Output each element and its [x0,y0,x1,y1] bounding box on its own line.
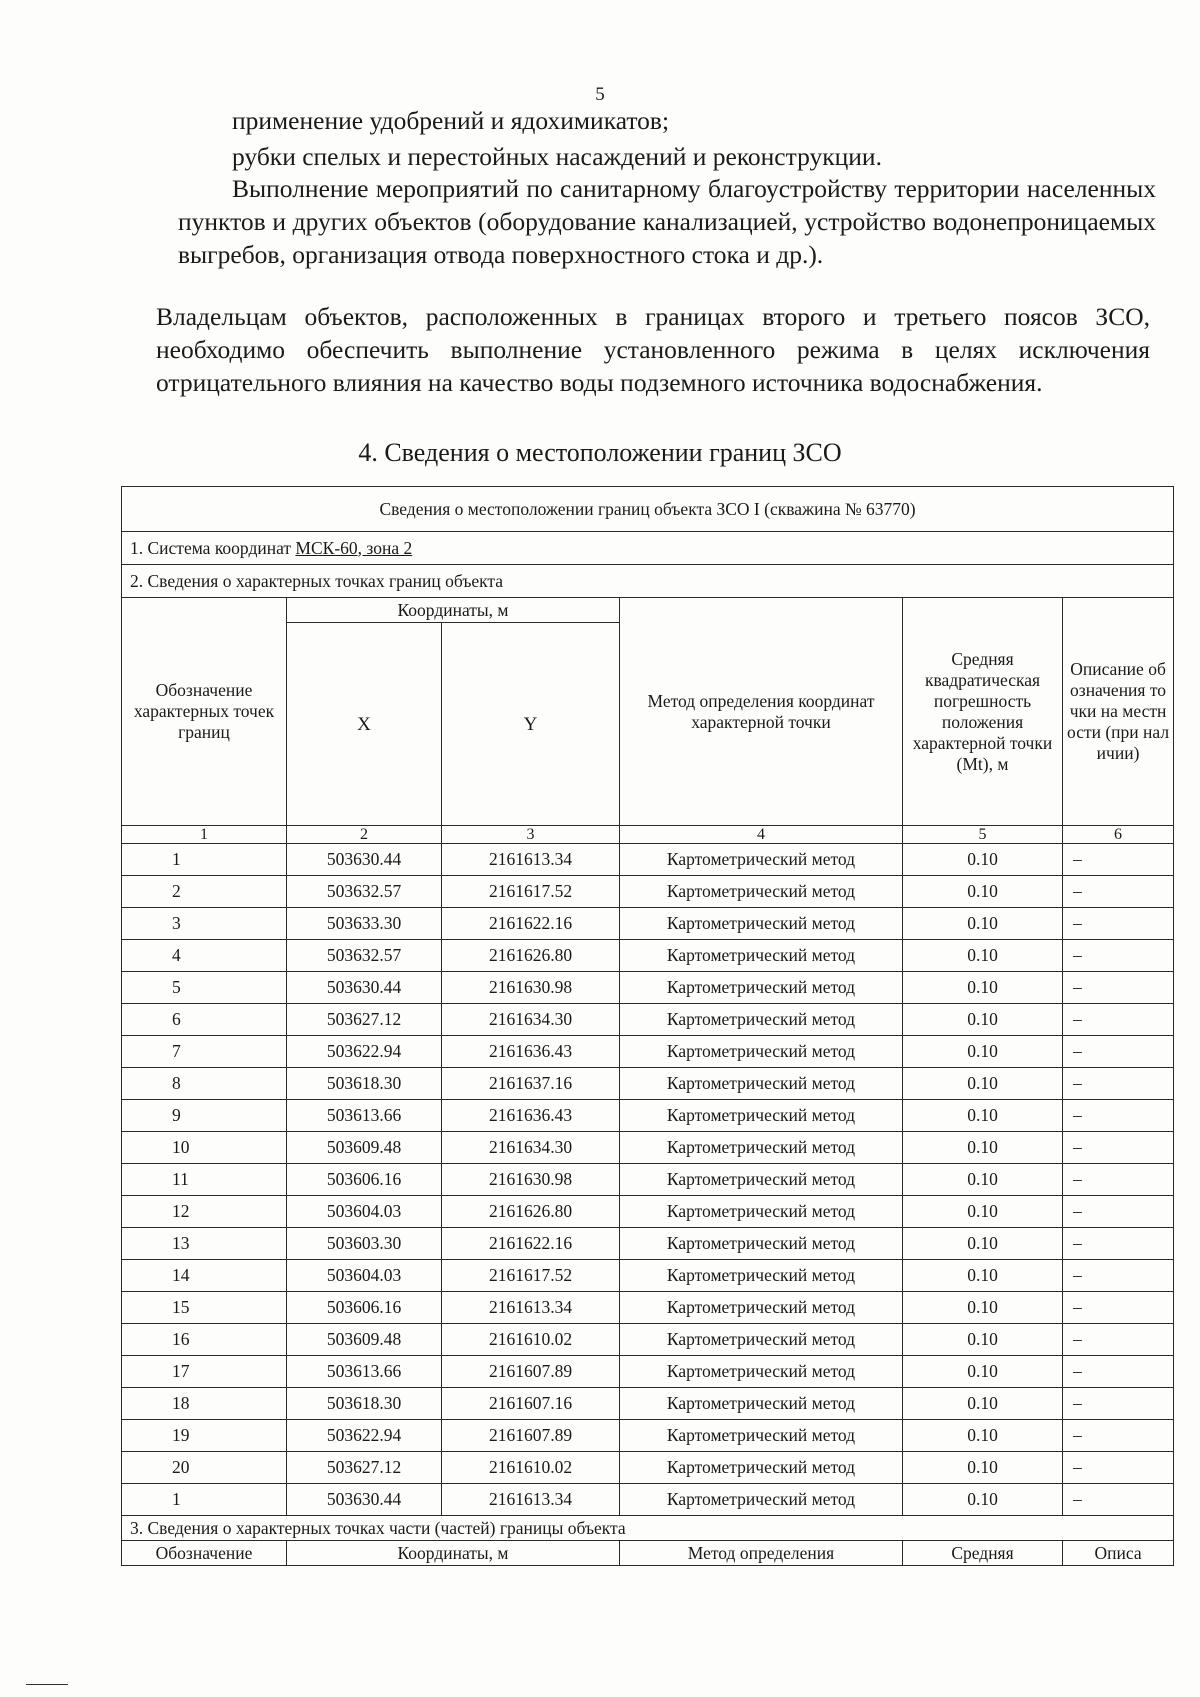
header-mean-error: Средняя квадратическая погрешность положения характерной точки (Mt), м [903,598,1063,826]
header-method: Метод определения координат характерной точки [620,598,903,826]
table-row [122,940,1174,972]
method-cell: Картометрический метод [620,1132,903,1164]
col-number: 1 [122,826,287,844]
coord-x: 503613.66 [287,1356,442,1388]
coord-y: 2161634.30 [442,1004,620,1036]
method-cell: Картометрический метод [620,1100,903,1132]
mean-error: 0.10 [903,1388,1063,1420]
point-designation: 3 [122,908,287,940]
paragraph-sanitation: Выполнение мероприятий по санитарному благоустройству территории населенных пунктов и других объектов (оборудование канализацией, устройство водонепроницаемых выгребов, организация отвода поверхностного стока и др.). [178,174,1156,269]
point-description: – [1063,1420,1174,1452]
table-caption: Сведения о местоположении границ объекта ЗСО I (скважина № 63770) [122,487,1174,532]
coord-x: 503604.03 [287,1196,442,1228]
point-designation: 18 [122,1388,287,1420]
coord-y: 2161626.80 [442,1196,620,1228]
point-designation: 9 [122,1100,287,1132]
mean-error: 0.10 [903,876,1063,908]
table-row [122,1100,1174,1132]
coord-y: 2161636.43 [442,1100,620,1132]
col-number: 5 [903,826,1063,844]
table-row [122,1036,1174,1068]
mean-error: 0.10 [903,1292,1063,1324]
mean-error: 0.10 [903,940,1063,972]
point-description: – [1063,972,1174,1004]
point-description: – [1063,1324,1174,1356]
coord-x: 503618.30 [287,1388,442,1420]
point-description: – [1063,844,1174,876]
coord-y: 2161613.34 [442,1484,620,1516]
method-cell: Картометрический метод [620,1260,903,1292]
coord-x: 503604.03 [287,1260,442,1292]
coord-y: 2161617.52 [442,1260,620,1292]
coord-x: 503613.66 [287,1100,442,1132]
method-cell: Картометрический метод [620,1004,903,1036]
method-cell: Картометрический метод [620,972,903,1004]
method-cell: Картометрический метод [620,940,903,972]
list-item-fertilizers: применение удобрений и ядохимикатов; [232,106,670,135]
mean-error: 0.10 [903,1004,1063,1036]
point-designation: 16 [122,1324,287,1356]
col-number: 6 [1063,826,1174,844]
coord-y: 2161610.02 [442,1324,620,1356]
method-cell: Картометрический метод [620,1324,903,1356]
point-description: – [1063,1036,1174,1068]
mean-error: 0.10 [903,844,1063,876]
point-designation: 10 [122,1132,287,1164]
mean-error: 0.10 [903,1324,1063,1356]
col-number: 2 [287,826,442,844]
method-cell: Картометрический метод [620,1356,903,1388]
point-designation: 2 [122,876,287,908]
point-designation: 4 [122,940,287,972]
mean-error: 0.10 [903,1100,1063,1132]
point-designation: 19 [122,1420,287,1452]
mean-error: 0.10 [903,1420,1063,1452]
margin-mark [26,1684,68,1685]
coord-y: 2161613.34 [442,844,620,876]
trailing-header-description: Описа [1063,1541,1174,1566]
coord-y: 2161622.16 [442,908,620,940]
header-y: Y [442,623,620,826]
mean-error: 0.10 [903,1356,1063,1388]
col-number: 4 [620,826,903,844]
mean-error: 0.10 [903,1260,1063,1292]
point-description: – [1063,876,1174,908]
method-cell: Картометрический метод [620,1484,903,1516]
column-number-row [122,826,1174,844]
point-description: – [1063,1356,1174,1388]
table-row [122,1324,1174,1356]
coord-y: 2161610.02 [442,1452,620,1484]
table-row [122,1292,1174,1324]
page-number: 5 [595,84,605,105]
mean-error: 0.10 [903,1484,1063,1516]
coord-y: 2161637.16 [442,1068,620,1100]
table-row [122,1420,1174,1452]
point-description: – [1063,1132,1174,1164]
coord-x: 503627.12 [287,1004,442,1036]
method-cell: Картометрический метод [620,1228,903,1260]
mean-error: 0.10 [903,908,1063,940]
coord-system-label: 1. Система координат [130,537,296,558]
table-body [122,844,1174,1516]
mean-error: 0.10 [903,1164,1063,1196]
mean-error: 0.10 [903,1036,1063,1068]
paragraph-owners-obligation: Владельцам объектов, расположенных в границах второго и третьего поясов ЗСО, необходимо обеспечить выполнение установленного режима в целях исключения отрицательного влияния на качество воды подземного источника водоснабжения. [156,302,1150,397]
coord-x: 503630.44 [287,1484,442,1516]
header-designation: Обозначение характерных точек границ [122,598,287,826]
point-description: – [1063,1228,1174,1260]
coord-y: 2161626.80 [442,940,620,972]
coord-system-row [122,532,1174,565]
coord-x: 503633.30 [287,908,442,940]
point-designation: 6 [122,1004,287,1036]
coord-x: 503606.16 [287,1164,442,1196]
table-row [122,1388,1174,1420]
trailing-header-method: Метод определения [620,1541,903,1566]
coord-x: 503622.94 [287,1420,442,1452]
method-cell: Картометрический метод [620,844,903,876]
coord-x: 503630.44 [287,844,442,876]
coord-y: 2161607.16 [442,1388,620,1420]
mean-error: 0.10 [903,1228,1063,1260]
coord-y: 2161630.98 [442,972,620,1004]
header-description: Описание обозначения точки на местности (при наличии) [1063,598,1174,826]
trailing-header-designation: Обозначение [122,1541,287,1566]
point-description: – [1063,1196,1174,1228]
coord-y: 2161630.98 [442,1164,620,1196]
trailing-header-coordinates: Координаты, м [287,1541,620,1566]
mean-error: 0.10 [903,1452,1063,1484]
point-description: – [1063,1004,1174,1036]
coord-x: 503609.48 [287,1132,442,1164]
point-designation: 14 [122,1260,287,1292]
coord-y: 2161607.89 [442,1420,620,1452]
point-description: – [1063,1484,1174,1516]
coord-x: 503606.16 [287,1292,442,1324]
method-cell: Картометрический метод [620,1452,903,1484]
point-description: – [1063,1164,1174,1196]
table-row [122,844,1174,876]
point-description: – [1063,1100,1174,1132]
method-cell: Картометрический метод [620,908,903,940]
boundary-coordinates-table [121,486,1174,1566]
table-row [122,876,1174,908]
point-designation: 11 [122,1164,287,1196]
mean-error: 0.10 [903,972,1063,1004]
point-description: – [1063,1068,1174,1100]
coord-y: 2161634.30 [442,1132,620,1164]
table-row [122,1484,1174,1516]
method-cell: Картометрический метод [620,1388,903,1420]
table-row [122,1068,1174,1100]
coord-y: 2161622.16 [442,1228,620,1260]
point-designation: 15 [122,1292,287,1324]
table-row [122,1132,1174,1164]
point-designation: 13 [122,1228,287,1260]
mean-error: 0.10 [903,1132,1063,1164]
section3-label: 3. Сведения о характерных точках части (частей) границы объекта [122,1516,1174,1541]
point-designation: 7 [122,1036,287,1068]
section2-label: 2. Сведения о характерных точках границ объекта [122,565,1174,598]
coord-x: 503609.48 [287,1324,442,1356]
point-designation: 12 [122,1196,287,1228]
coord-x: 503627.12 [287,1452,442,1484]
table-row [122,1196,1174,1228]
point-description: – [1063,908,1174,940]
point-designation: 17 [122,1356,287,1388]
coord-x: 503632.57 [287,940,442,972]
list-item-logging: рубки спелых и перестойных насаждений и реконструкции. [232,142,882,171]
method-cell: Картометрический метод [620,1068,903,1100]
mean-error: 0.10 [903,1068,1063,1100]
coord-y: 2161617.52 [442,876,620,908]
coord-y: 2161607.89 [442,1356,620,1388]
table-row [122,972,1174,1004]
coord-x: 503630.44 [287,972,442,1004]
point-designation: 1 [122,1484,287,1516]
table-row [122,1228,1174,1260]
coord-x: 503632.57 [287,876,442,908]
table-row [122,1356,1174,1388]
coord-x: 503618.30 [287,1068,442,1100]
header-x: X [287,623,442,826]
coord-x: 503622.94 [287,1036,442,1068]
mean-error: 0.10 [903,1196,1063,1228]
method-cell: Картометрический метод [620,1036,903,1068]
coord-x: 503603.30 [287,1228,442,1260]
header-coordinates: Координаты, м [287,598,620,623]
point-designation: 1 [122,844,287,876]
method-cell: Картометрический метод [620,1420,903,1452]
point-description: – [1063,1292,1174,1324]
point-designation: 20 [122,1452,287,1484]
coord-y: 2161613.34 [442,1292,620,1324]
coord-y: 2161636.43 [442,1036,620,1068]
point-designation: 8 [122,1068,287,1100]
col-number: 3 [442,826,620,844]
coord-system-value: МСК-60, зона 2 [295,537,413,558]
section-heading: 4. Сведения о местоположении границ ЗСО [358,438,842,467]
point-description: – [1063,940,1174,972]
point-description: – [1063,1260,1174,1292]
table-row [122,1452,1174,1484]
point-description: – [1063,1388,1174,1420]
method-cell: Картометрический метод [620,876,903,908]
method-cell: Картометрический метод [620,1292,903,1324]
method-cell: Картометрический метод [620,1196,903,1228]
table-row [122,1260,1174,1292]
table-row [122,1164,1174,1196]
table-row [122,1004,1174,1036]
method-cell: Картометрический метод [620,1164,903,1196]
point-designation: 5 [122,972,287,1004]
trailing-header-mean-error: Средняя [903,1541,1063,1566]
table-row [122,908,1174,940]
point-description: – [1063,1452,1174,1484]
